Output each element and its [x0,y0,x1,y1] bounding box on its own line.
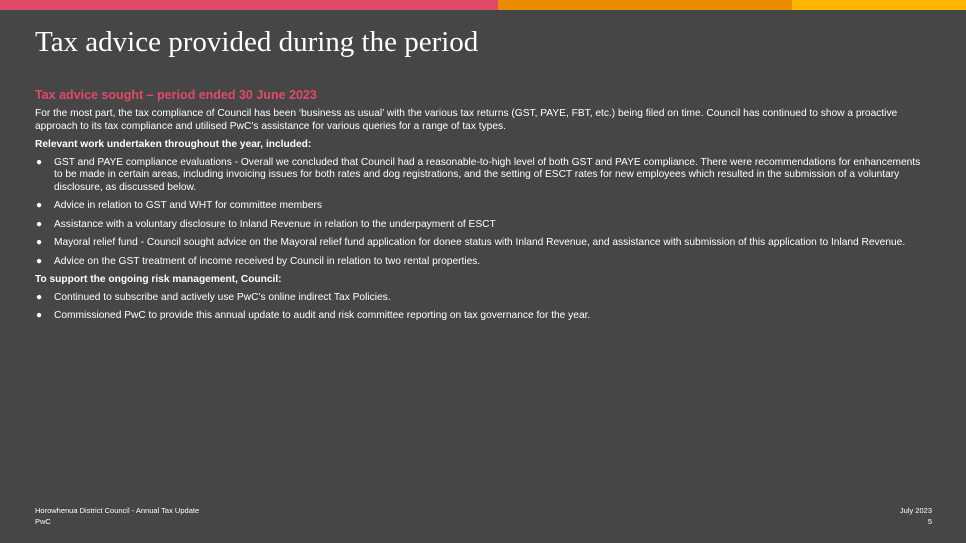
footer-brand: PwC [35,517,51,526]
footer-left [35,505,199,527]
bullet-icon: ● [36,255,43,267]
work-heading: Relevant work undertaken throughout the year, included: [35,139,312,150]
bullet-icon: ● [36,156,43,168]
list-item-text: GST and PAYE compliance evaluations - Overall we concluded that Council had a reasonable-to-high level of both GST and PAYE compliance. There were recommendations for enhancements to be made in certain areas, including invoicing issues for both rates and dog registrations, and the setting of ESCT rates for new employees which resulted in the submission of a voluntary disclosure, as discussed below. [54,156,921,193]
bullet-icon: ● [36,291,43,303]
footer-document-title: Horowhenua District Council - Annual Tax Update [35,506,200,515]
list-item-text: Advice on the GST treatment of income received by Council in relation to two rental properties. [54,255,481,267]
list-item [35,157,931,195]
list-item [35,310,931,323]
color-bar-orange [498,0,792,10]
risk-heading: To support the ongoing risk management, Council: [35,274,282,285]
color-bar-yellow [792,0,966,10]
list-item [35,256,931,269]
page-number: 5 [927,517,932,526]
bullet-icon: ● [36,310,43,321]
color-bar-pink [0,0,498,10]
work-list [35,157,931,269]
footer-right [900,505,932,527]
top-color-bar [0,0,966,10]
bullet-icon: ● [36,237,43,248]
list-item-text: Mayoral relief fund - Council sought advice on the Mayoral relief fund application for donee status with Inland Revenue, and assistance with submission of this application to Inland Revenue. [54,237,906,248]
slide-title: Tax advice provided during the period [35,26,479,58]
bullet-icon: ● [36,200,43,211]
list-item [35,292,931,305]
list-item-text: Advice in relation to GST and WHT for committee members [54,200,322,211]
list-item-text: Commissioned PwC to provide this annual update to audit and risk committee reporting on tax governance for the year. [54,310,591,321]
list-item [35,219,931,232]
list-item-text: Assistance with a voluntary disclosure to Inland Revenue in relation to the underpayment of ESCT [54,218,496,230]
footer-date: July 2023 [899,506,932,515]
list-item-text: Continued to subscribe and actively use PwC’s online indirect Tax Policies. [54,291,391,303]
list-item [35,237,931,250]
intro-paragraph: For the most part, the tax compliance of Council has been ‘business as usual’ with the various tax returns (GST, PAYE, FBT, etc.) being filed on time. Council has continued to show a proactive approach to its tax compliance and utilised PwC’s assistance for various queries for a range of tax types. [35,108,898,132]
slide-content [35,88,931,329]
bullet-icon: ● [36,218,43,230]
risk-list [35,292,931,323]
section-subheading: Tax advice sought – period ended 30 June 2023 [35,88,317,102]
list-item [35,200,931,213]
